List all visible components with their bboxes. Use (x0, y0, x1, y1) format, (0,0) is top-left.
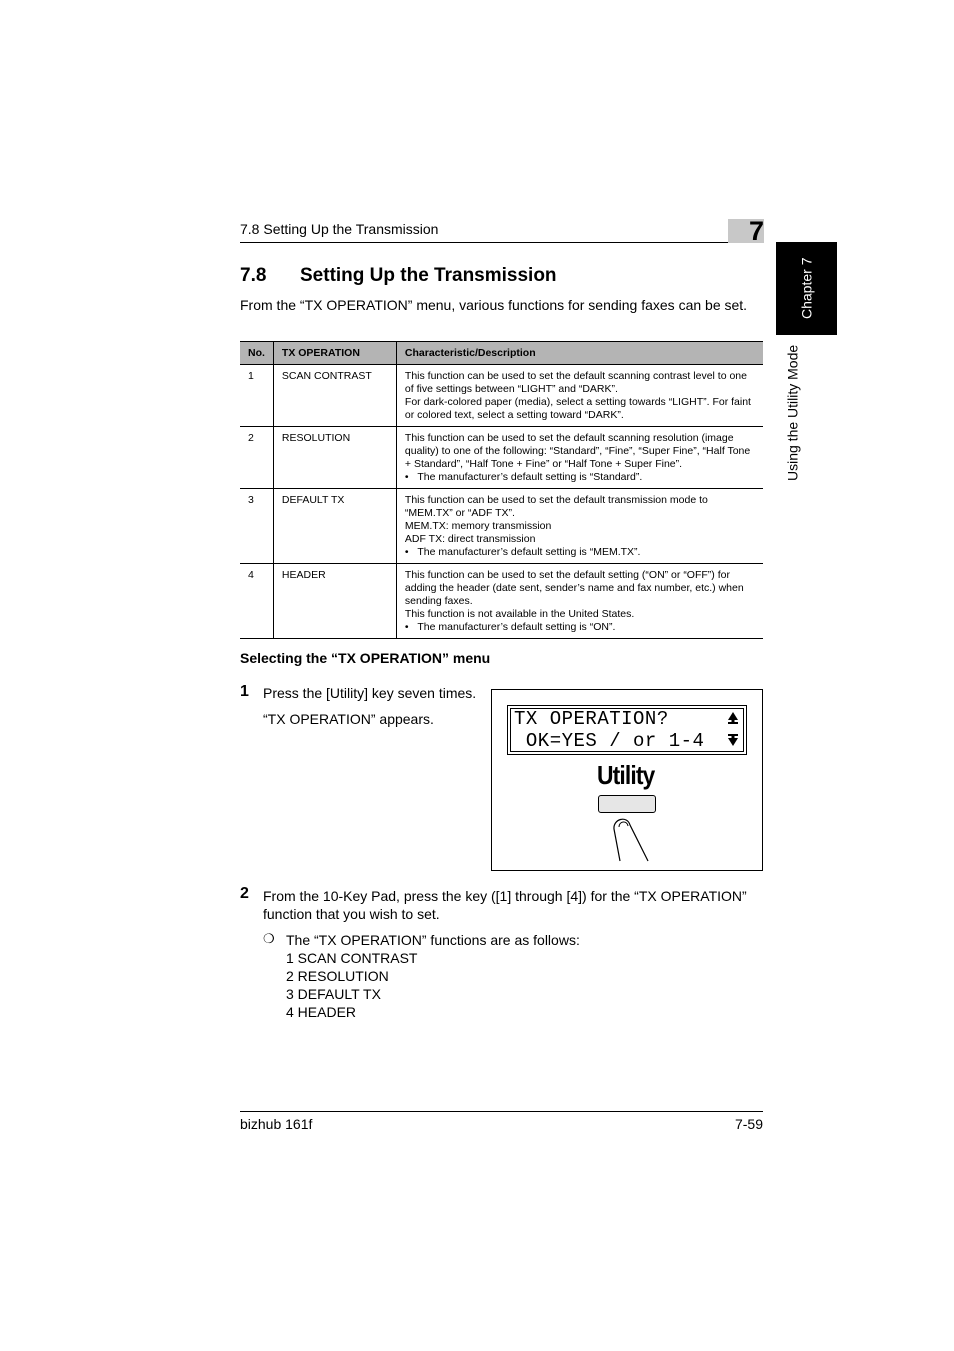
row-description (396, 365, 763, 427)
description-line: ADF TX: direct transmission (404, 533, 536, 545)
chapter-number: 7 (748, 216, 764, 246)
row-number: 4 (240, 564, 273, 639)
list-item: 1 SCAN CONTRAST (286, 950, 418, 966)
table-row (240, 427, 763, 489)
step-2-sub-list (286, 931, 580, 1021)
table-row (240, 365, 763, 427)
column-header-tx-operation: TX OPERATION (273, 342, 396, 365)
lcd-line-2: OK=YES / or 1-4 (514, 730, 705, 752)
description-line: This function can be used to set the default transmission mode to “MEM.TX” or “ADF TX”. (404, 494, 708, 519)
description-line: MEM.TX: memory transmission (404, 520, 552, 532)
pressing-finger-icon (600, 805, 660, 868)
description-line: This function can be used to set the default scanning resolution (image quality) to one of the following: “Standard”, “Fine”, “Super Fine”, “Half Tone + Standard”, “Half Tone + Fine” or “Half Tone + Super Fine”. (404, 432, 751, 470)
scroll-down-icon (728, 734, 738, 749)
step-2-text: From the 10-Key Pad, press the key ([1] through [4]) for the “TX OPERATION” function that you wish to set. (263, 888, 747, 922)
column-header-description: Characteristic/Description (396, 342, 763, 365)
row-function-name: RESOLUTION (273, 427, 396, 489)
step-1-result: “TX OPERATION” appears. (263, 711, 434, 727)
row-function-name: DEFAULT TX (273, 489, 396, 564)
row-number: 3 (240, 489, 273, 564)
lcd-line-1: TX OPERATION? (514, 708, 669, 730)
description-line: This function can be used to set the default scanning contrast level to one of five settings between “LIGHT” and “DARK”. (404, 370, 747, 395)
footer-rule (240, 1111, 763, 1112)
running-header-title: 7.8 Setting Up the Transmission (240, 221, 439, 237)
step-1-number: 1 (240, 683, 249, 700)
list-item: 4 HEADER (286, 1004, 357, 1020)
row-number: 1 (240, 365, 273, 427)
footer-product: bizhub 161f (240, 1116, 313, 1132)
scroll-up-icon (728, 712, 738, 727)
description-line: This function can be used to set the default setting (“ON” or “OFF”) for adding the header (date sent, sender’s name and fax number, etc.) when sending faxes. (404, 569, 744, 607)
description-line: For dark-colored paper (media), select a setting towards “LIGHT”. For faint or colored text, select a setting toward “DARK”. (404, 396, 751, 421)
circle-bullet-icon: ❍ (263, 931, 275, 946)
procedure-subheading: Selecting the “TX OPERATION” menu (240, 650, 491, 666)
section-intro: From the “TX OPERATION” menu, various functions for sending faxes can be set. (240, 297, 748, 313)
footer-page-number: 7-59 (734, 1116, 763, 1132)
row-description (396, 427, 763, 489)
step-2-number: 2 (240, 885, 249, 902)
side-chapter-label: Chapter 7 (798, 257, 815, 320)
description-bullet: • The manufacturer’s default setting is “Standard”. (404, 471, 643, 483)
row-function-name: SCAN CONTRAST (273, 365, 396, 427)
description-line: This function is not available in the United States. (404, 608, 635, 620)
description-bullet: • The manufacturer’s default setting is “MEM.TX”. (404, 546, 641, 558)
section-number: 7.8 (240, 265, 267, 286)
column-header-no: No. (240, 342, 273, 365)
table-header-row (240, 342, 763, 365)
sub-list-intro: The “TX OPERATION” functions are as follows: (286, 932, 580, 948)
step-1-text: Press the [Utility] key seven times. (263, 685, 477, 701)
section-title: Setting Up the Transmission (300, 265, 557, 286)
row-description (396, 489, 763, 564)
row-description (396, 564, 763, 639)
table-row (240, 564, 763, 639)
list-item: 3 DEFAULT TX (286, 986, 381, 1002)
description-bullet: • The manufacturer’s default setting is “ON”. (404, 621, 616, 633)
header-rule (240, 242, 763, 243)
tx-operation-table (240, 341, 763, 639)
row-function-name: HEADER (273, 564, 396, 639)
table-row (240, 489, 763, 564)
list-item: 2 RESOLUTION (286, 968, 389, 984)
utility-key-label: Utility (597, 760, 655, 790)
side-section-label: Using the Utility Mode (784, 345, 801, 482)
row-number: 2 (240, 427, 273, 489)
